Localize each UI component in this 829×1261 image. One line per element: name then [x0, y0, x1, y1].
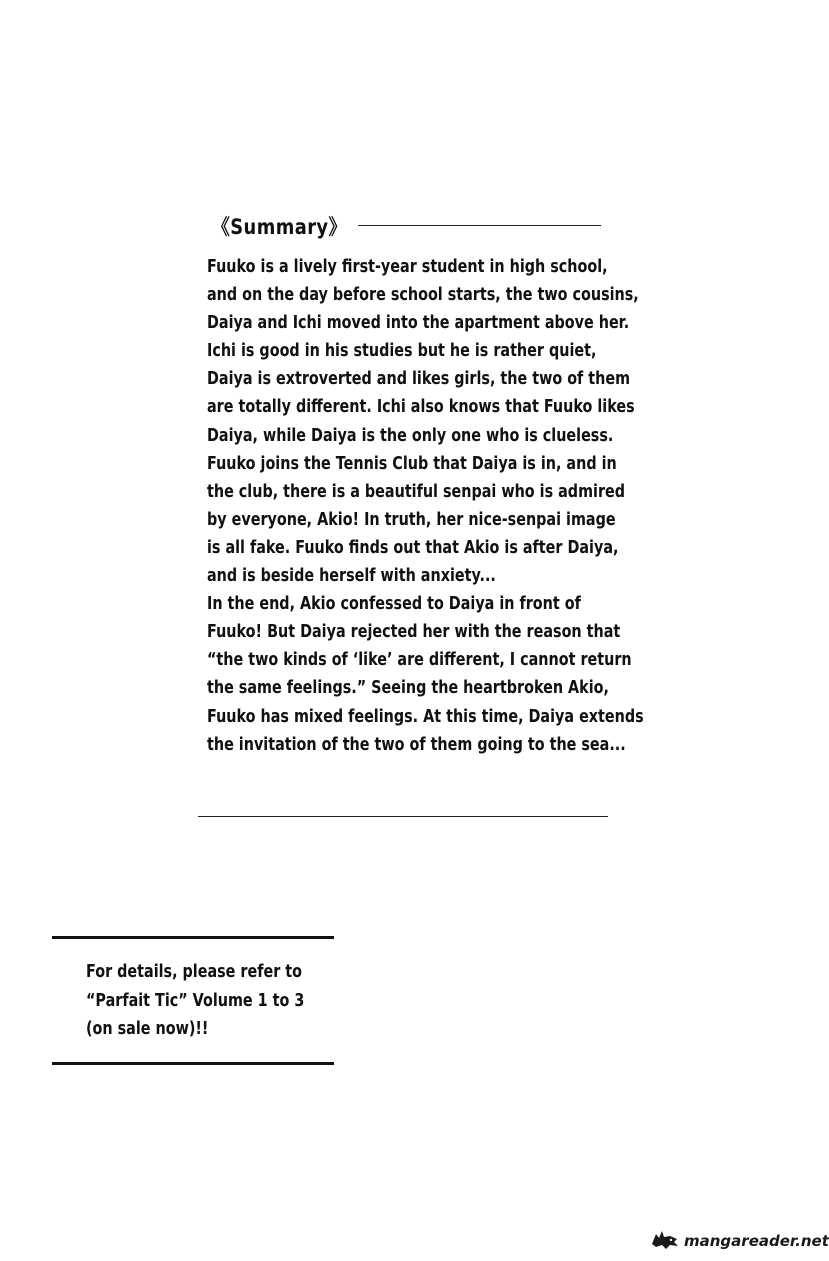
summary-title: 《Summary》 [212, 215, 347, 239]
summary-header [212, 206, 371, 246]
details-line: (on sale now)!! [86, 1019, 209, 1039]
summary-line: Fuuko! But Daiya rejected her with the reason that [207, 622, 621, 643]
summary-line: Fuuko joins the Tennis Club that Daiya is in, and in [207, 453, 617, 474]
summary-line: are totally different. Ichi also knows that Fuuko likes [207, 397, 635, 418]
summary-line: Ichi is good in his studies but he is rather quiet, [207, 341, 597, 362]
summary-line: Daiya and Ichi moved into the apartment above her. [207, 313, 630, 334]
summary-line: the same feelings.” Seeing the heartbroken Akio, [207, 678, 609, 699]
details-top-rule [52, 936, 334, 939]
summary-line: is all fake. Fuuko finds out that Akio is after Daiya, [207, 537, 619, 558]
summary-line: the club, there is a beautiful senpai who is admired [207, 481, 626, 502]
summary-line: Daiya, while Daiya is the only one who is clueless. [207, 425, 614, 446]
details-line: “Parfait Tic” Volume 1 to 3 [86, 990, 305, 1011]
details-note [86, 958, 346, 1044]
watermark-text: mangareader.net [684, 1232, 829, 1250]
summary-line: “the two kinds of ‘like’ are different, I cannot return [207, 650, 632, 671]
summary-line: the invitation of the two of them going to the sea... [207, 734, 626, 755]
summary-line: Daiya is extroverted and likes girls, the two of them [207, 369, 631, 390]
summary-line: by everyone, Akio! In truth, her nice-senpai image [207, 509, 616, 530]
summary-line: and is beside herself with anxiety... [207, 566, 496, 587]
summary-line: In the end, Akio confessed to Daiya in front of [207, 594, 581, 615]
summary-line: Fuuko is a lively first-year student in high school, [207, 257, 608, 277]
summary-bottom-rule [198, 816, 608, 817]
summary-line: and on the day before school starts, the two cousins, [207, 285, 639, 306]
summary-line: Fuuko has mixed feelings. At this time, Daiya extends [207, 706, 644, 727]
details-bottom-rule [52, 1062, 334, 1065]
watermark [650, 1228, 829, 1254]
summary-title-rule [358, 225, 601, 226]
summary-body [207, 253, 644, 759]
details-line: For details, please refer to [86, 962, 302, 982]
wolf-logo-icon [650, 1228, 680, 1254]
